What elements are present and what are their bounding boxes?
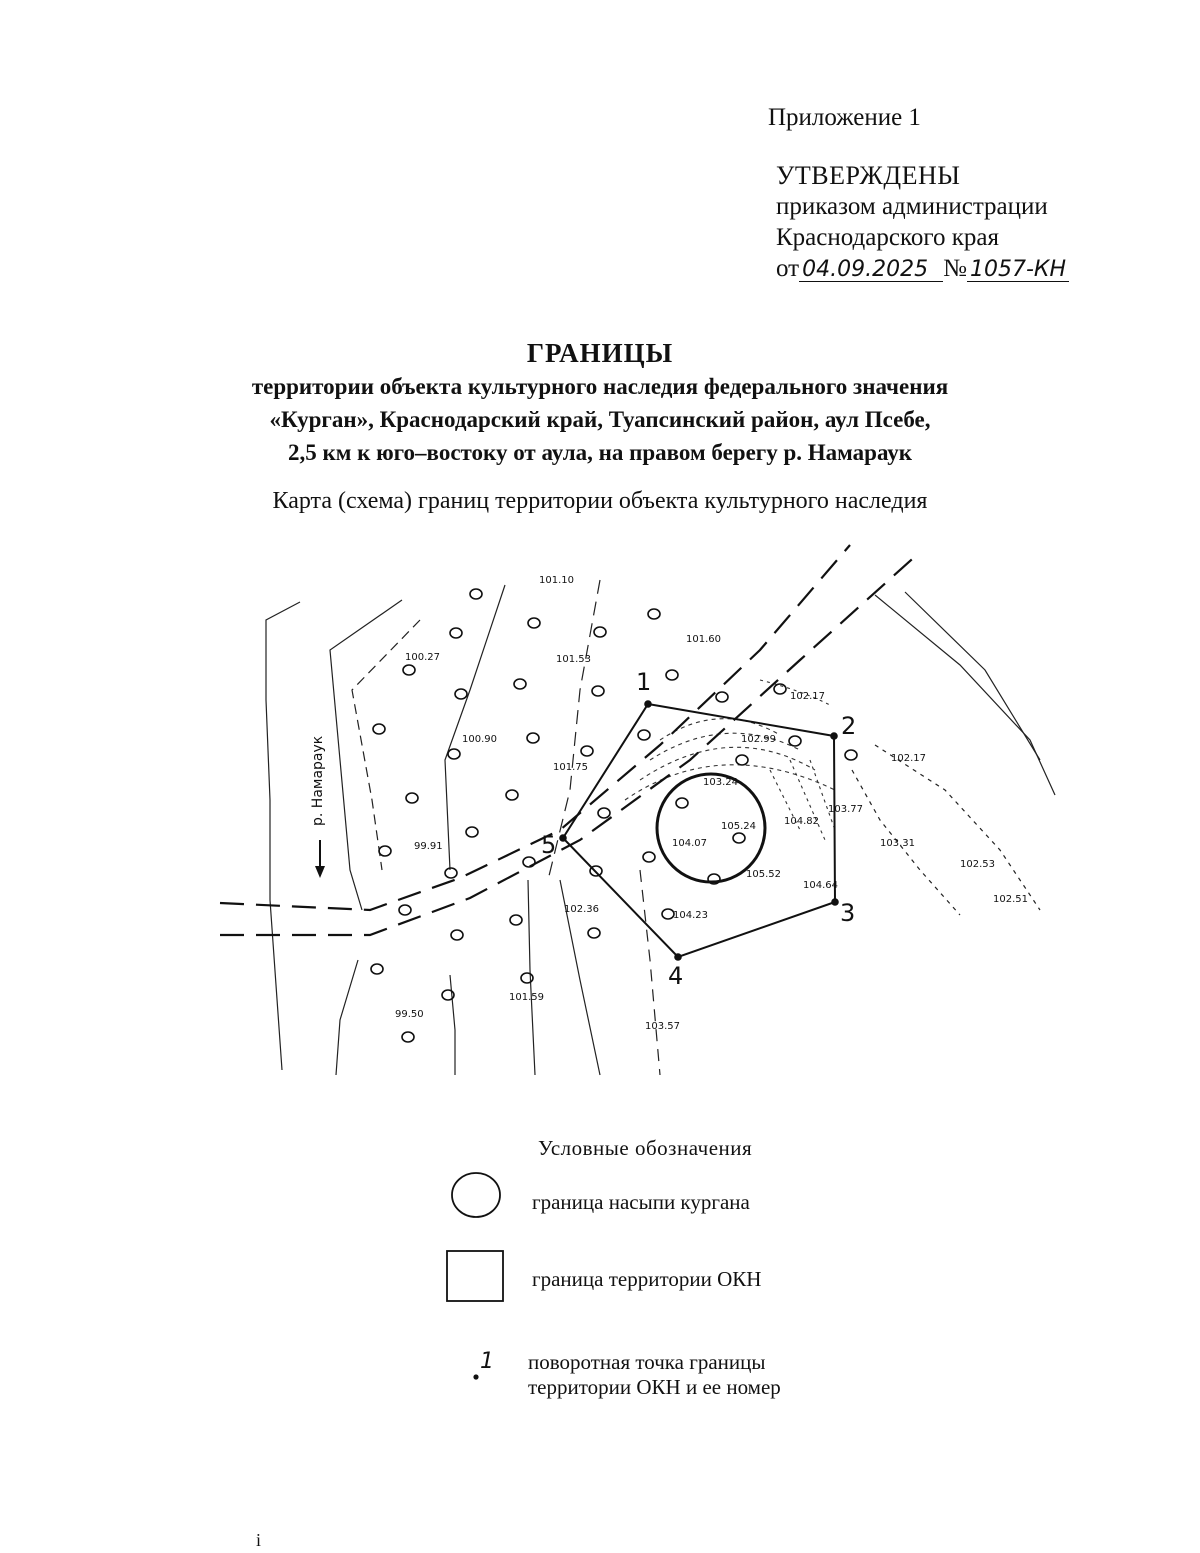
- elevation-label: 103.24: [703, 777, 738, 788]
- elevation-label: 101.75: [553, 762, 588, 773]
- elevation-label: 99.91: [414, 841, 443, 852]
- boundary-vertices: [559, 700, 839, 961]
- legend-mound-label: граница насыпи кургана: [532, 1190, 750, 1214]
- elevation-label: 104.82: [784, 816, 819, 827]
- boundary-point-2-label: 2: [841, 712, 857, 740]
- approval-date: 04.09.2025: [799, 259, 943, 282]
- heading-line-2: «Курган», Краснодарский край, Туапсинский район, аул Псебе,: [269, 407, 931, 432]
- heading-title: ГРАНИЦЫ: [526, 338, 674, 368]
- date-prefix: от: [776, 255, 800, 282]
- legend-territory-label: граница территории ОКН: [532, 1267, 762, 1291]
- elevation-label: 103.77: [828, 804, 863, 815]
- legend-point-label-2: территории ОКН и ее номер: [528, 1375, 781, 1399]
- boundary-point-1-label: 1: [636, 668, 652, 696]
- heading-line-1: территории объекта культурного наследия федерального значения: [251, 374, 949, 399]
- approval-line-1: приказом администрации: [776, 193, 1048, 220]
- elevation-label: 104.64: [803, 880, 838, 891]
- boundary-point-4-label: 4: [668, 962, 684, 990]
- legend-point-number: 1: [480, 1349, 494, 1374]
- river-label: р. Намараук: [310, 735, 326, 826]
- elevation-label: 103.31: [880, 838, 915, 849]
- legend-point-label-1: поворотная точка границы: [528, 1350, 766, 1374]
- elevation-label: 104.23: [673, 910, 708, 921]
- river-arrow-head: [315, 866, 325, 878]
- elevation-label: 100.90: [462, 734, 497, 745]
- appendix-label: Приложение 1: [768, 104, 921, 131]
- boundary-point-3-label: 3: [840, 899, 856, 927]
- footer-mark: i: [256, 1530, 262, 1550]
- elevation-label: 102.17: [790, 691, 825, 702]
- elevation-label: 102.99: [741, 734, 776, 745]
- elevation-label: 102.51: [993, 894, 1028, 905]
- elevation-label: 99.50: [395, 1009, 424, 1020]
- elevation-label: 101.10: [539, 575, 574, 586]
- approval-line-2: Краснодарского края: [776, 224, 999, 251]
- elevation-label: 104.07: [672, 838, 707, 849]
- legend-territory-symbol: [447, 1251, 503, 1301]
- elevation-label: 102.17: [891, 753, 926, 764]
- number-prefix: №: [943, 255, 967, 282]
- elevation-label: 101.59: [509, 992, 544, 1003]
- elevation-label: 105.52: [746, 869, 781, 880]
- legend-point-symbol: [473, 1374, 478, 1379]
- elevation-label: 100.27: [405, 652, 440, 663]
- boundary-point-5-label: 5: [541, 831, 557, 859]
- approval-title: УТВЕРЖДЕНЫ: [776, 161, 961, 190]
- approval-number: 1057-КН: [967, 259, 1069, 282]
- legend-title: Условные обозначения: [538, 1136, 753, 1160]
- elevation-label: 103.57: [645, 1021, 680, 1032]
- contour-lines: [266, 580, 1055, 1075]
- elevation-label: 101.60: [686, 634, 721, 645]
- elevation-label: 101.53: [556, 654, 591, 665]
- map-subtitle: Карта (схема) границ территории объекта культурного наследия: [272, 488, 928, 514]
- elevation-label: 102.36: [564, 904, 599, 915]
- legend-mound-symbol: [452, 1173, 500, 1217]
- elevation-label: 102.53: [960, 859, 995, 870]
- elevation-label: 105.24: [721, 821, 756, 832]
- heading-line-3: 2,5 км к юго–востоку от аула, на правом берегу р. Намараук: [287, 440, 913, 465]
